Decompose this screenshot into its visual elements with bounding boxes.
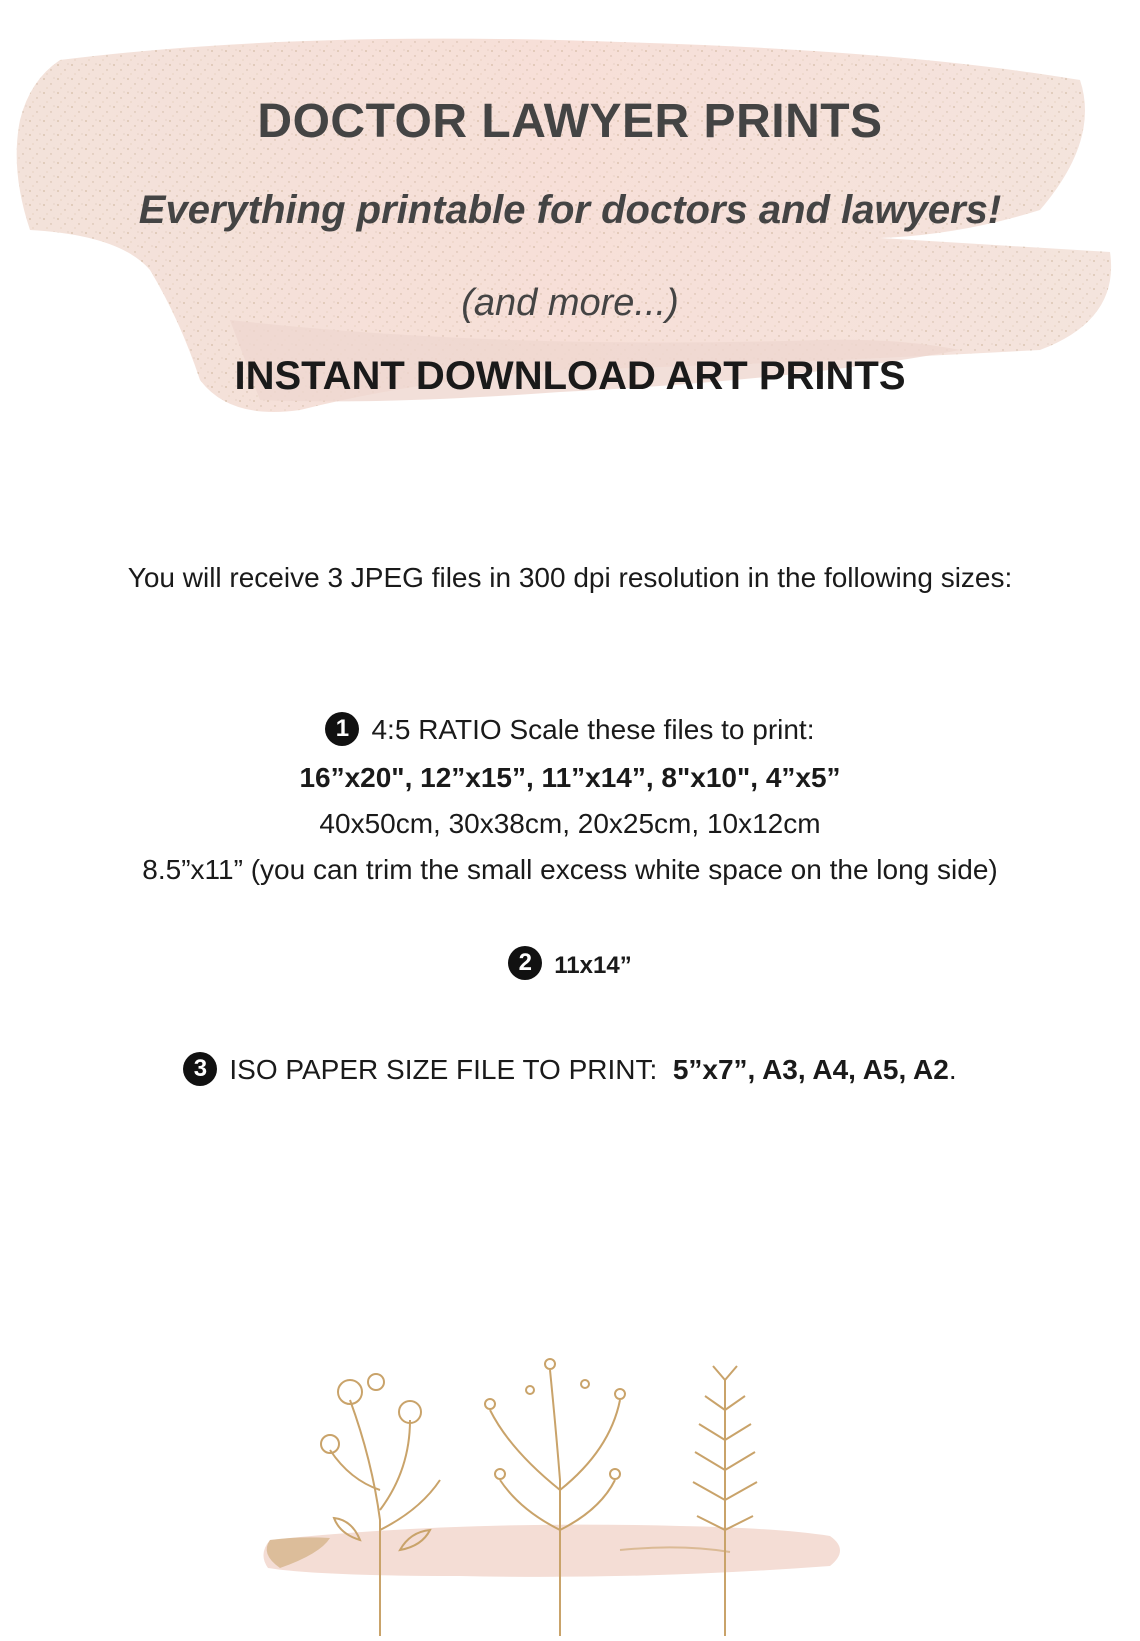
section-3-sizes: 5”x7”, A3, A4, A5, A2 [672, 1054, 949, 1085]
aside-text: (and more...) [461, 282, 679, 324]
tagline: Everything printable for doctors and lawyers! [138, 188, 1002, 232]
section-2-heading [0, 948, 1116, 983]
section-1-label: 4:5 RATIO Scale these files to print: [371, 714, 815, 745]
number-badge-1: 1 [325, 712, 359, 746]
section-1-heading [0, 714, 1116, 749]
number-badge-3: 3 [183, 1052, 217, 1086]
flowers-graphic [260, 1340, 880, 1636]
botanical-illustration [260, 1340, 880, 1636]
section-2-label: 11x14” [554, 952, 632, 979]
section-3-trailing: . [948, 1054, 957, 1085]
number-badge-2: 2 [508, 946, 542, 980]
section-3-label: ISO PAPER SIZE FILE TO PRINT: [229, 1054, 658, 1085]
subheading: INSTANT DOWNLOAD ART PRINTS [234, 354, 906, 398]
section-1-cm-sizes: 40x50cm, 30x38cm, 20x25cm, 10x12cm [319, 808, 821, 839]
intro-text: You will receive 3 JPEG files in 300 dpi resolution in the following sizes: [127, 562, 1013, 593]
section-1-inch-sizes: 16”x20", 12”x15”, 11”x14”, 8"x10", 4”x5” [299, 762, 841, 793]
page-title: DOCTOR LAWYER PRINTS [257, 95, 883, 148]
section-3-heading [0, 1054, 1116, 1089]
section-1-note: 8.5”x11” (you can trim the small excess white space on the long side) [142, 854, 998, 885]
